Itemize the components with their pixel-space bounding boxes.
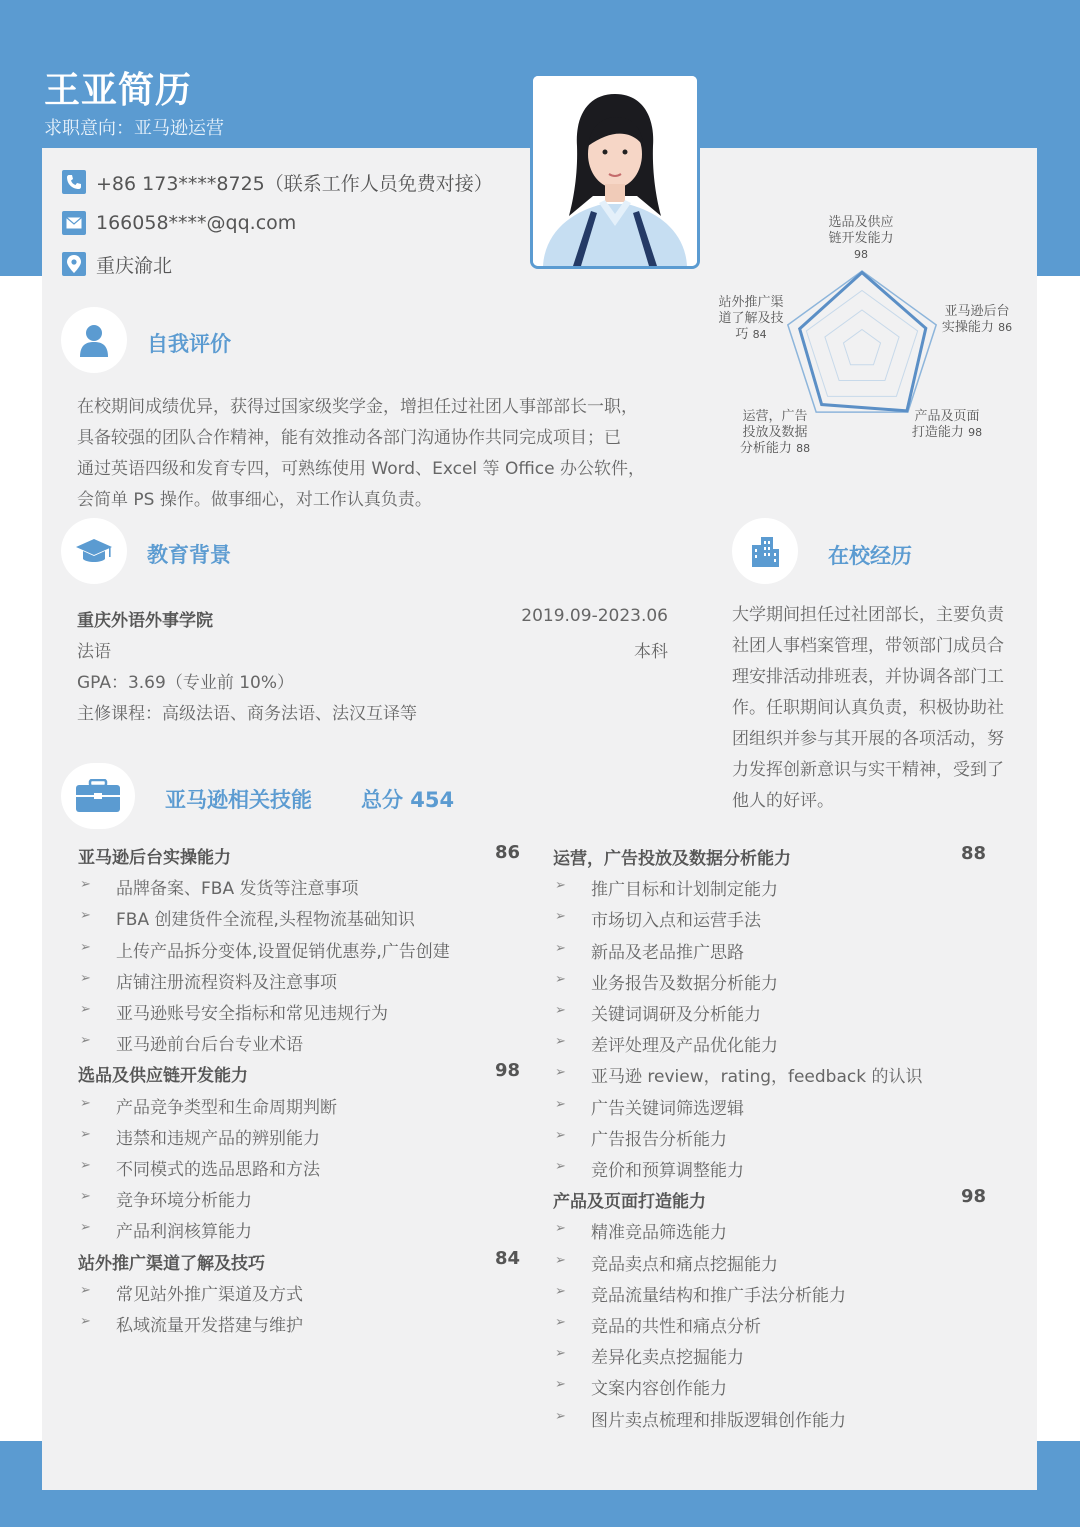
skill-item: 竞品的共性和痛点分析 <box>591 1317 761 1337</box>
skill-group-score: 98 <box>495 1060 521 1082</box>
skill-item: 产品利润核算能力 <box>116 1222 252 1243</box>
radar-grid-ring <box>843 330 880 365</box>
skills-title: 亚马逊相关技能 <box>165 788 312 812</box>
bullet-arrow-icon: ➢ <box>80 970 91 986</box>
bullet-arrow-icon: ➢ <box>555 1283 566 1299</box>
skill-item: 差异化卖点挖掘能力 <box>591 1348 744 1369</box>
bullet-arrow-icon: ➢ <box>555 1003 566 1018</box>
contact-phone <box>62 168 493 196</box>
school-name: 重庆外语外事学院 <box>77 611 213 631</box>
skill-item: 业务报告及数据分析能力 <box>591 973 778 994</box>
skills-total: 总分 454 <box>361 788 455 812</box>
skill-item: 品牌备案、FBA 发货等注意事项 <box>116 879 359 900</box>
bullet-arrow-icon: ➢ <box>555 1034 566 1050</box>
skill-item: 上传产品拆分变体,设置促销优惠券,广告创建 <box>116 941 450 962</box>
bullet-arrow-icon: ➢ <box>555 1346 566 1362</box>
bullet-arrow-icon: ➢ <box>80 1002 91 1017</box>
bullet-arrow-icon: ➢ <box>80 1314 91 1329</box>
bullet-arrow-icon: ➢ <box>80 1220 91 1236</box>
location-pin-icon <box>62 252 86 276</box>
resume-title: 王亚简历 <box>44 70 193 111</box>
self-eval-text: 在校期间成绩优异，获得过国家级奖学金，增担任过社团人事部部长一职， 具备较强的团队合作精神，能有效推动各部门沟通协作共同完成项目；已 通过英语四级和发育专四，可熟练使用 Word、Excel 等 Office 办公软件， 会简单 PS 操作。做事细心，对工作认真负责。 <box>77 397 645 510</box>
bullet-arrow-icon: ➢ <box>555 1377 566 1393</box>
major: 法语 <box>77 642 111 662</box>
skill-item: 竞品卖点和痛点挖掘能力 <box>591 1254 778 1275</box>
radar-label-sourcing: 选品及供应 链开发能力 98 <box>828 215 894 261</box>
bullet-arrow-icon: ➢ <box>80 908 91 924</box>
skill-item: 文案内容创作能力 <box>591 1379 727 1400</box>
phone-text: +86 173****8725（联系工作人员免费对接） <box>96 172 493 195</box>
radar-label-offsite: 站外推广渠 道了解及技 巧 84 <box>718 295 784 342</box>
bullet-arrow-icon: ➢ <box>80 1189 91 1205</box>
bullet-arrow-icon: ➢ <box>555 1408 566 1424</box>
campus-badge <box>732 518 798 584</box>
bullet-arrow-icon: ➢ <box>555 1252 566 1268</box>
skill-item: 产品竞争类型和生命周期判断 <box>116 1097 337 1118</box>
skill-group-heading: 选品及供应链开发能力 <box>78 1066 248 1087</box>
radar-label-listing: 产品及页面 打造能力 98 <box>911 409 983 440</box>
bullet-arrow-icon: ➢ <box>555 940 566 956</box>
profile-photo <box>530 73 700 269</box>
bullet-arrow-icon: ➢ <box>555 1065 566 1081</box>
skill-item: FBA 创建货件全流程,头程物流基础知识 <box>116 910 415 931</box>
bullet-arrow-icon: ➢ <box>555 909 566 925</box>
self-eval-title: 自我评价 <box>147 332 231 356</box>
user-icon <box>78 323 110 357</box>
bullet-arrow-icon: ➢ <box>80 877 91 893</box>
contact-location <box>62 250 172 278</box>
bullet-arrow-icon: ➢ <box>80 939 91 955</box>
briefcase-icon <box>75 779 121 813</box>
skills-badge <box>61 763 135 829</box>
radar-label-backend: 亚马逊后台 实操能力 86 <box>941 304 1013 335</box>
skill-radar-chart <box>770 245 960 435</box>
contact-email <box>62 209 296 237</box>
education-dates: 2019.09-2023.06 <box>521 606 668 626</box>
gpa: GPA：3.69（专业前 10%） <box>77 673 295 693</box>
skill-group-heading: 站外推广渠道了解及技巧 <box>78 1253 265 1274</box>
self-eval-badge <box>61 307 127 373</box>
skill-item: 亚马逊前台后台专业术语 <box>116 1035 303 1056</box>
education-badge <box>61 518 127 584</box>
skill-item: 图片卖点梳理和排版逻辑创作能力 <box>591 1410 846 1431</box>
radar-grid-ring <box>825 310 899 381</box>
skill-item: 违禁和违规产品的辨别能力 <box>116 1128 320 1149</box>
bullet-arrow-icon: ➢ <box>555 1221 566 1237</box>
skill-group-score: 98 <box>961 1186 987 1208</box>
skill-item: 市场切入点和运营手法 <box>591 911 761 932</box>
skill-item: 广告报告分析能力 <box>591 1129 727 1150</box>
skill-item: 广告关键词筛选逻辑 <box>591 1098 744 1119</box>
bullet-arrow-icon: ➢ <box>80 1095 91 1111</box>
skill-item: 亚马逊账号安全指标和常见违规行为 <box>116 1004 388 1024</box>
skill-item: 差评处理及产品优化能力 <box>591 1036 778 1057</box>
skill-item: 推广目标和计划制定能力 <box>591 880 778 901</box>
building-icon <box>749 535 781 567</box>
graduation-cap-icon <box>74 537 114 565</box>
skill-group-score: 84 <box>495 1247 521 1269</box>
skill-item: 新品及老品推广思路 <box>591 942 744 963</box>
skill-group-score: 88 <box>961 843 987 864</box>
radar-label-ads: 运营，广告 投放及数据 分析能力 88 <box>739 409 811 456</box>
location-text: 重庆渝北 <box>96 254 173 277</box>
campus-title: 在校经历 <box>828 544 912 568</box>
bullet-arrow-icon: ➢ <box>80 1282 91 1298</box>
skill-group-heading: 运营，广告投放及数据分析能力 <box>553 849 791 869</box>
skill-group-heading: 亚马逊后台实操能力 <box>78 848 231 868</box>
courses: 主修课程：高级法语、商务法语、法汉互译等 <box>77 704 417 724</box>
job-intent: 求职意向：亚马逊运营 <box>44 118 224 139</box>
skill-item: 关键词调研及分析能力 <box>591 1005 761 1025</box>
education-title: 教育背景 <box>147 543 231 567</box>
bullet-arrow-icon: ➢ <box>555 1127 566 1143</box>
radar-value-polygon <box>800 273 926 411</box>
bullet-arrow-icon: ➢ <box>555 1096 566 1112</box>
bullet-arrow-icon: ➢ <box>80 1158 91 1173</box>
skill-item: 竞品流量结构和推广手法分析能力 <box>591 1285 846 1306</box>
mail-icon <box>62 211 86 235</box>
skill-item: 竞争环境分析能力 <box>116 1191 252 1212</box>
skill-item: 精准竞品筛选能力 <box>591 1223 727 1244</box>
skill-group-score: 86 <box>495 842 521 863</box>
campus-text: 大学期间担任过社团部长，主要负责 社团人事档案管理，带领部门成员合 理安排活动排班表，并协调各部门工 作。任职期间认真负责，积极协助社 团组织并参与其开展的各项活动，努 力发挥创新意识与实干精神，受到了 他人的好评。 <box>732 605 1004 811</box>
skill-item: 私域流量开发搭建与维护 <box>116 1316 303 1336</box>
degree: 本科 <box>634 642 668 662</box>
bullet-arrow-icon: ➢ <box>555 1315 566 1330</box>
bullet-arrow-icon: ➢ <box>555 1159 566 1174</box>
skill-item: 常见站外推广渠道及方式 <box>116 1284 303 1305</box>
skill-item: 亚马逊 review，rating，feedback 的认识 <box>591 1067 923 1088</box>
skill-item: 不同模式的选品思路和方法 <box>116 1160 320 1180</box>
skill-item: 店铺注册流程资料及注意事项 <box>116 972 337 993</box>
bullet-arrow-icon: ➢ <box>555 878 566 894</box>
phone-icon <box>62 170 86 194</box>
email-text: 166058****@qq.com <box>96 212 297 234</box>
bullet-arrow-icon: ➢ <box>80 1033 91 1049</box>
skill-group-heading: 产品及页面打造能力 <box>553 1192 706 1213</box>
bullet-arrow-icon: ➢ <box>80 1126 91 1142</box>
skill-item: 竞价和预算调整能力 <box>591 1161 744 1181</box>
bullet-arrow-icon: ➢ <box>555 971 566 987</box>
